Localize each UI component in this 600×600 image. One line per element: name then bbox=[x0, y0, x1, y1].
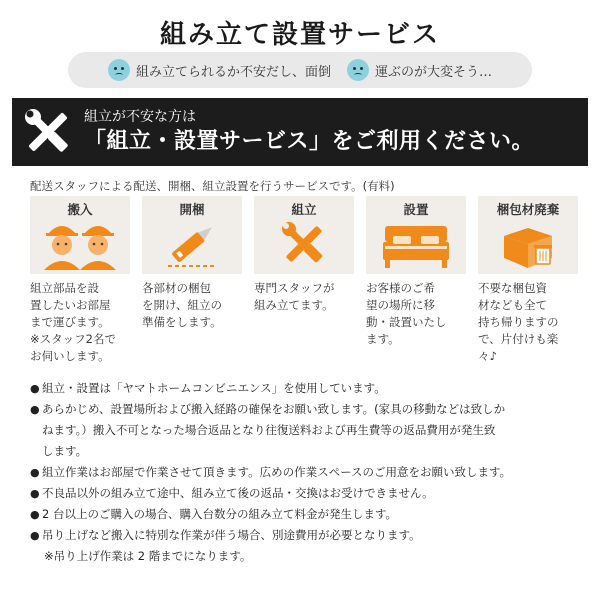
delivery-staff-icon bbox=[30, 216, 130, 272]
worry-text: 運ぶのが大変そう… bbox=[375, 64, 493, 80]
list-item: ● 組立・設置は「ヤマトホームコンビニエンス」を使用しています。 bbox=[30, 378, 586, 399]
service-step-text: 不要な梱包資 材なども全て 持ち帰りますの で、片付けも楽 々♪ bbox=[478, 281, 559, 363]
service-step-assembly bbox=[254, 196, 354, 314]
service-step-text: 組立部品を設 置したいお部屋 まで運びます。 ※スタッフ2名で お伺いします。 bbox=[30, 281, 116, 363]
banner-subtitle: 組立が不安な方は bbox=[84, 109, 196, 125]
worry-item bbox=[108, 59, 331, 81]
bullet-icon: ● bbox=[30, 529, 40, 542]
list-item: ● あらかじめ、設置場所および搬入経路の確保をお願い致します。(家具の移動などは致しか ねます。）搬入不可となった場合返品となり往復送料および再生費等の返品費用が発生致 します。 bbox=[30, 399, 586, 462]
worried-face-icon bbox=[347, 59, 369, 81]
page-title: 組み立て設置サービス bbox=[159, 20, 440, 50]
box-cutter-icon bbox=[142, 216, 242, 272]
service-step-delivery bbox=[30, 196, 130, 365]
service-step-text: 専門スタッフが 組み立てます。 bbox=[254, 281, 335, 312]
bullet-icon: ● bbox=[30, 508, 40, 521]
banner-headline: 「組立・設置サービス」をご利用ください。 bbox=[84, 129, 535, 154]
service-step-text: お客様のご希 望の場所に移 動・設置いたし ます。 bbox=[366, 281, 447, 346]
bullet-icon: ● bbox=[30, 466, 40, 479]
list-item: ● 不良品以外の組み立て途中、組み立て後の返品・交換はお受けできません。 bbox=[30, 483, 586, 504]
list-item: ● 2 台以上のご購入の場合、購入台数分の組み立て料金が発生します。 bbox=[30, 504, 586, 525]
service-step-label: 開梱 bbox=[179, 202, 205, 217]
worry-bar bbox=[68, 52, 532, 88]
sub-note: ※吊り上げ作業は 2 階までになります。 bbox=[44, 549, 252, 563]
service-step-label: 組立 bbox=[291, 202, 317, 217]
worry-item bbox=[347, 59, 492, 81]
service-banner bbox=[12, 98, 588, 166]
service-step-label: 梱包材廃棄 bbox=[496, 202, 560, 217]
bullet-icon: ● bbox=[30, 403, 40, 416]
service-step-unpack bbox=[142, 196, 242, 331]
tools-icon bbox=[254, 216, 354, 272]
worried-face-icon bbox=[108, 59, 130, 81]
service-step-disposal bbox=[478, 196, 578, 365]
bed-icon bbox=[366, 216, 466, 272]
bullet-icon: ● bbox=[30, 382, 40, 395]
worry-text: 組み立てられるか不安だし、面倒 bbox=[135, 64, 331, 80]
list-item: ● 組立作業はお部屋で作業させて頂きます。広めの作業スペースのご用意をお願い致します。 bbox=[30, 462, 586, 483]
service-step-text: 各部材の梱包 を開け、組立の 準備をします。 bbox=[142, 281, 223, 329]
service-step-label: 設置 bbox=[403, 202, 429, 217]
list-item: ● 吊り上げなど搬入に特別な作業が伴う場合、別途費用が必要となります。 bbox=[30, 525, 586, 546]
service-description: 配送スタッフによる配送、開梱、組立設置を行うサービスです。(有料) bbox=[30, 179, 395, 193]
bullet-icon: ● bbox=[30, 487, 40, 500]
service-step-label: 搬入 bbox=[67, 202, 93, 217]
notes-list bbox=[30, 378, 586, 567]
recycle-box-icon bbox=[478, 216, 578, 272]
service-steps bbox=[30, 196, 578, 366]
tools-icon bbox=[12, 98, 84, 166]
service-step-install bbox=[366, 196, 466, 348]
